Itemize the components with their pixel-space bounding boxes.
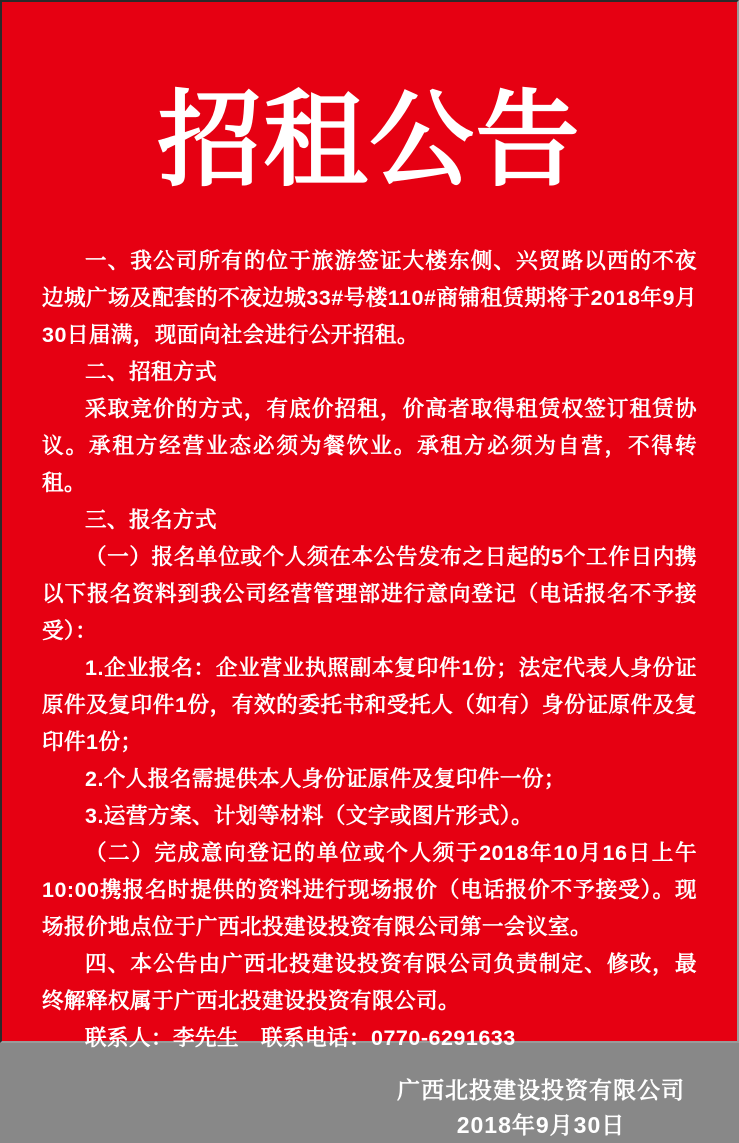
announcement-paragraph: （二）完成意向登记的单位或个人须于2018年10月16日上午10:00携报名时提供的资料进行现场报价（电话报价不予接受）。现场报价地点位于广西北投建设投资有限公司第一会议室。	[42, 840, 697, 939]
signature-block	[397, 1073, 685, 1143]
signature-company: 广西北投建设投资有限公司	[397, 1076, 685, 1103]
announcement-paragraph: 1.企业报名：企业营业执照副本复印件1份；法定代表人身份证原件及复印件1份，有效的委托书和受托人（如有）身份证原件及复印件1份；	[42, 655, 697, 754]
signature-date: 2018年9月30日	[456, 1111, 626, 1138]
announcement-paragraph: 四、本公告由广西北投建设投资有限公司负责制定、修改，最终解释权属于广西北投建设投资有限公司。	[42, 951, 697, 1013]
announcement-paragraph: 三、报名方式	[85, 507, 218, 532]
announcement-paragraph: 2.个人报名需提供本人身份证原件及复印件一份；	[85, 766, 566, 791]
announcement-paragraph: 一、我公司所有的位于旅游签证大楼东侧、兴贸路以西的不夜边城广场及配套的不夜边城33#号楼110#商铺租赁期将于2018年9月30日届满，现面向社会进行公开招租。	[42, 248, 697, 347]
announcement-paragraph: 联系人：李先生 联系电话：0770-6291633	[85, 1025, 516, 1050]
announcement-paragraph: 3.运营方案、计划等材料（文字或图片形式）。	[85, 803, 534, 828]
announcement-body	[2, 243, 737, 1057]
poster-title: 招租公告	[157, 84, 582, 199]
announcement-paragraph: 采取竞价的方式，有底价招租，价高者取得租赁权签订租赁协议。承租方经营业态必须为餐饮业。承租方必须为自营，不得转租。	[42, 396, 697, 495]
announcement-paragraph: 二、招租方式	[85, 359, 218, 384]
announcement-paragraph: （一）报名单位或个人须在本公告发布之日起的5个工作日内携以下报名资料到我公司经营管理部进行意向登记（电话报名不予接受）：	[42, 544, 697, 643]
